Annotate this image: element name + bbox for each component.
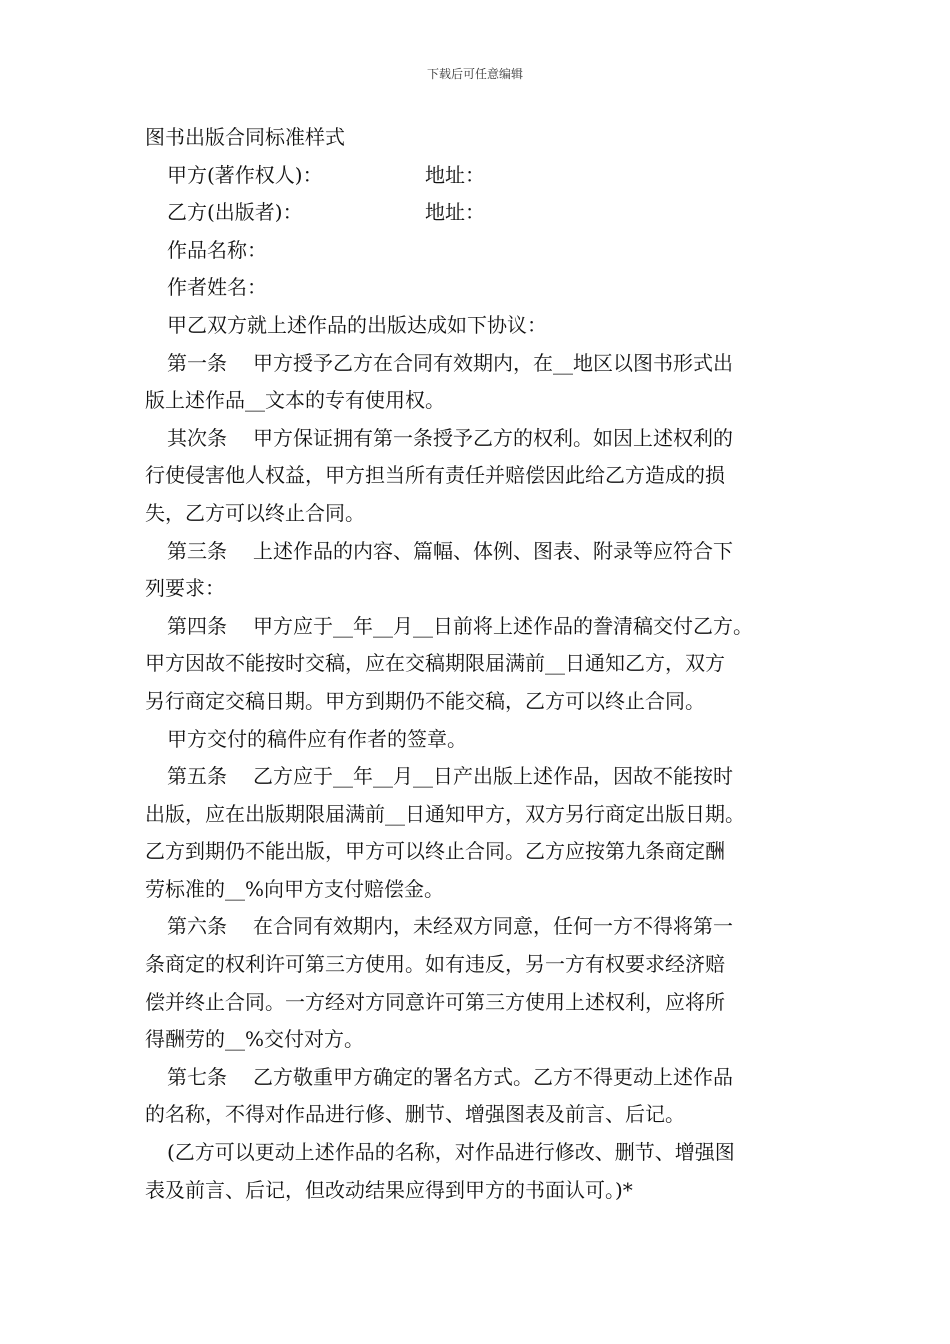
- clause-1-text-1: 甲方授予乙方在合同有效期内，在__地区以图书形式出: [253, 350, 733, 375]
- clause-2-text-1: 甲方保证拥有第一条授予乙方的权利。如因上述权利的: [253, 425, 733, 450]
- clause-6-line-4: 得酬劳的__%交付对方。: [145, 1027, 365, 1052]
- clause-6-line-3: 偿并终止合同。一方经对方同意许可第三方使用上述权利，应将所: [145, 989, 725, 1014]
- author-name-label: 作者姓名：: [167, 275, 267, 300]
- clause-4-line-2: 甲方因故不能按时交稿，应在交稿期限届满前__日通知乙方，双方: [145, 651, 725, 676]
- clause-7-line-2: 的名称，不得对作品进行修、删节、增强图表及前言、后记。: [145, 1102, 685, 1127]
- contract-body: [145, 119, 835, 1209]
- party-a-row: [145, 157, 835, 195]
- party-a-label: 甲方(著作权人)：: [167, 162, 323, 187]
- clause-1: [145, 345, 835, 420]
- clause-2-label: 其次条: [167, 425, 227, 450]
- intro-text: 甲乙双方就上述作品的出版达成如下协议：: [167, 312, 547, 337]
- clause-2-line-3: 失，乙方可以终止合同。: [145, 500, 365, 525]
- clause-5-line-2: 出版，应在出版期限届满前__日通知甲方，双方另行商定出版日期。: [145, 801, 745, 826]
- clause-7-label: 第七条: [167, 1064, 227, 1089]
- clause-3-text-1: 上述作品的内容、篇幅、体例、图表、附录等应符合下: [253, 538, 733, 563]
- clause-6: [145, 908, 835, 1058]
- clause-5-line-3: 乙方到期仍不能出版，甲方可以终止合同。乙方应按第九条商定酬: [145, 839, 725, 864]
- clause-4: [145, 608, 835, 758]
- header-note: 下载后可任意编辑: [426, 67, 523, 81]
- clause-4-label: 第四条: [167, 613, 227, 638]
- clause-6-line-1: [145, 908, 835, 946]
- clause-7: [145, 1059, 835, 1209]
- clause-2-line-2: 行使侵害他人权益，甲方担当所有责任并赔偿因此给乙方造成的损: [145, 463, 725, 488]
- clause-4-line-3: 另行商定交稿日期。甲方到期仍不能交稿，乙方可以终止合同。: [145, 688, 705, 713]
- party-b-row: [145, 194, 835, 232]
- clause-4-text-1: 甲方应于__年__月__日前将上述作品的誊清稿交付乙方。: [253, 613, 753, 638]
- clause-7-note-line-1: (乙方可以更动上述作品的名称，对作品进行修改、删节、增强图: [167, 1140, 735, 1165]
- clause-3-label: 第三条: [167, 538, 227, 563]
- party-a-address-label: 地址：: [425, 162, 485, 187]
- clause-2-line-1: [145, 420, 835, 458]
- clause-6-label: 第六条: [167, 914, 227, 939]
- document-title: 图书出版合同标准样式: [145, 125, 345, 149]
- clause-4-line-1: [145, 608, 835, 646]
- clause-3: [145, 533, 835, 608]
- clause-5-text-1: 乙方应于__年__月__日产出版上述作品，因故不能按时: [253, 764, 733, 789]
- clause-5-line-1: [145, 758, 835, 796]
- clause-1-line-2: 版上述作品__文本的专有使用权。: [145, 388, 445, 413]
- party-b-address-label: 地址：: [425, 200, 485, 225]
- clause-7-note-line-2: 表及前言、后记，但改动结果应得到甲方的书面认可。)*: [145, 1177, 633, 1202]
- clause-5: [145, 758, 835, 908]
- clause-3-line-2: 列要求：: [145, 576, 225, 601]
- clause-2: [145, 420, 835, 533]
- clause-5-label: 第五条: [167, 764, 227, 789]
- author-name-row: [145, 269, 835, 307]
- clause-7-line-1: [145, 1059, 835, 1097]
- clause-1-label: 第一条: [167, 350, 227, 375]
- clause-6-line-2: 条商定的权利许可第三方使用。如有违反，另一方有权要求经济赔: [145, 952, 725, 977]
- party-b-label: 乙方(出版者)：: [167, 200, 303, 225]
- clause-1-line-1: [145, 345, 835, 383]
- work-name-row: [145, 232, 835, 270]
- work-name-label: 作品名称：: [167, 237, 267, 262]
- clause-3-line-1: [145, 533, 835, 571]
- clause-7-text-1: 乙方敬重甲方确定的署名方式。乙方不得更动上述作品: [253, 1064, 733, 1089]
- clause-4-extra: 甲方交付的稿件应有作者的签章。: [167, 726, 467, 751]
- clause-6-text-1: 在合同有效期内，未经双方同意，任何一方不得将第一: [253, 914, 733, 939]
- clause-5-line-4: 劳标准的__%向甲方支付赔偿金。: [145, 876, 445, 901]
